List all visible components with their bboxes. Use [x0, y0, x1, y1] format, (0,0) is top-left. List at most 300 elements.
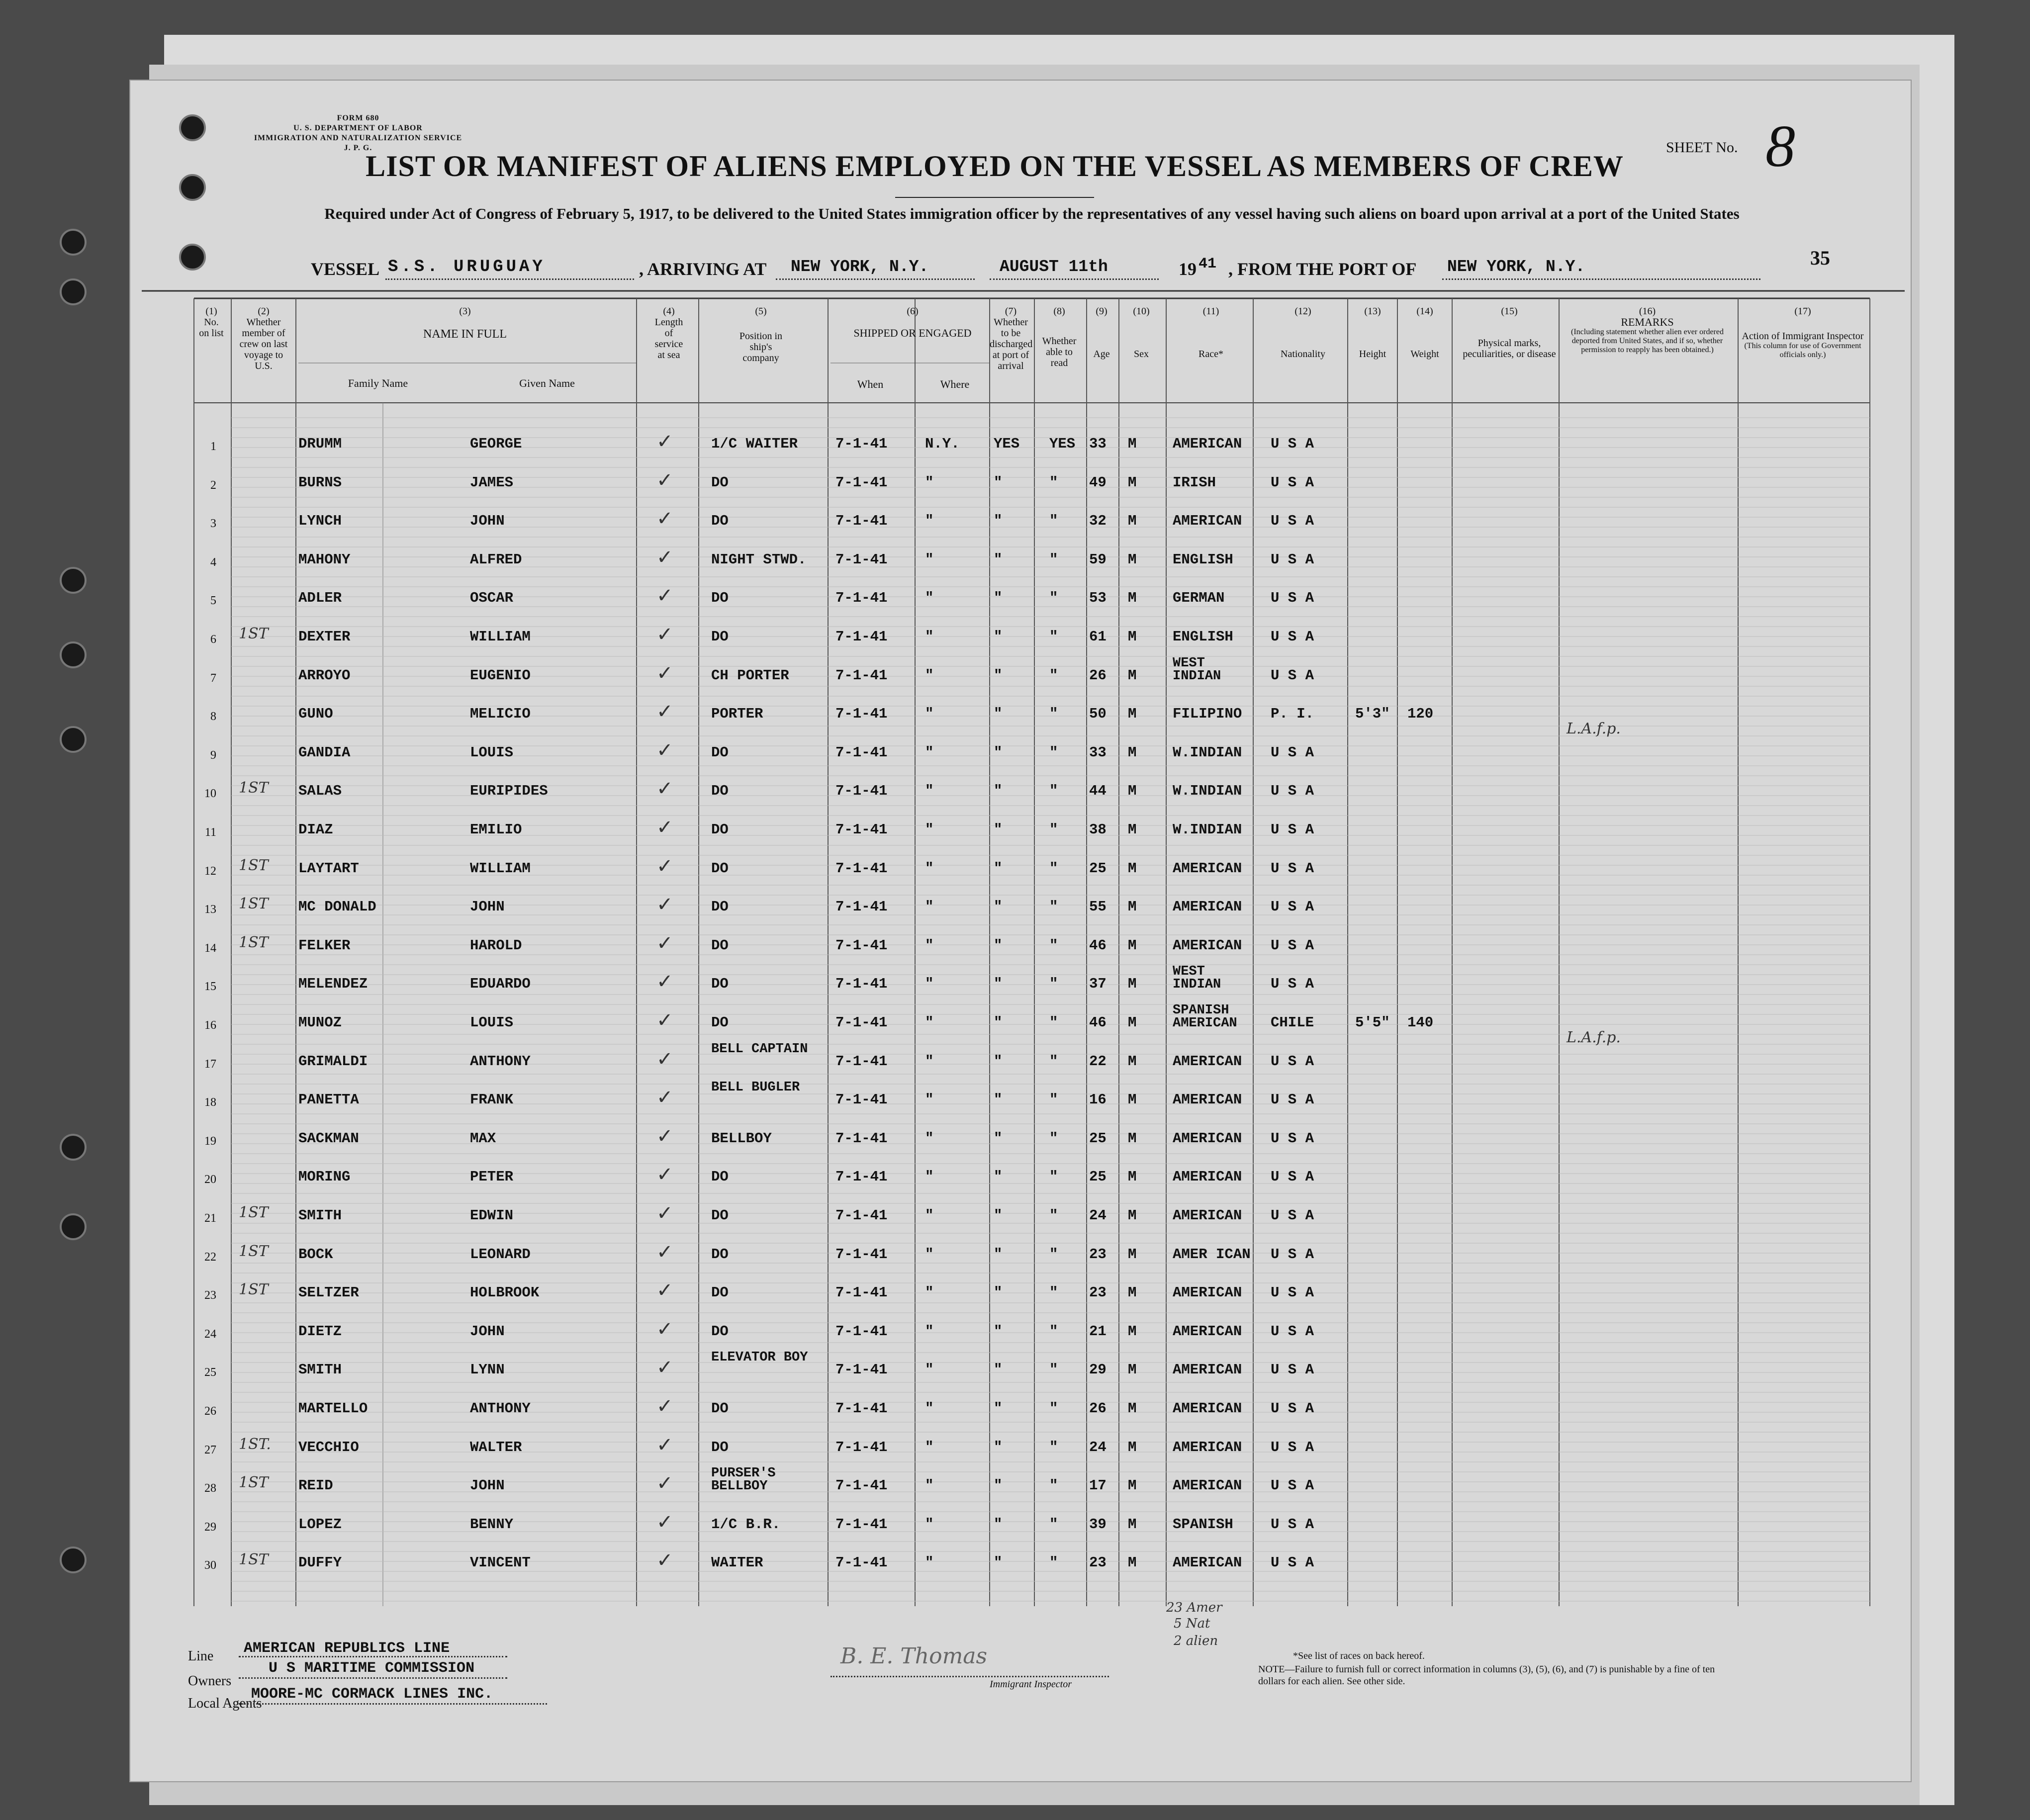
col-8-label: Whether able to read — [1042, 336, 1077, 368]
col-17-label: Action of Immigrant Inspector — [1742, 331, 1864, 342]
cell-nationality: U S A — [1271, 1362, 1314, 1378]
col-16-label: REMARKS — [1621, 316, 1674, 328]
cell-discharged: " — [994, 783, 1003, 800]
cell-where: " — [925, 1323, 934, 1340]
cell-when: 7-1-41 — [835, 937, 888, 954]
cell-race: WEST INDIAN — [1173, 964, 1221, 993]
cell-position: DO — [711, 899, 729, 915]
cell-read: " — [1049, 1477, 1058, 1494]
cell-family: SMITH — [298, 1362, 342, 1378]
cell-position: DO — [711, 1439, 729, 1456]
binder-hole — [60, 278, 87, 305]
cell-given: OSCAR — [470, 590, 514, 607]
cell-age: 16 — [1089, 1092, 1107, 1108]
cell-when: 7-1-41 — [835, 821, 888, 838]
cell-nationality: U S A — [1271, 899, 1314, 915]
row-number: 25 — [204, 1366, 216, 1379]
cell-age: 37 — [1089, 976, 1107, 993]
cell-sex: M — [1128, 1014, 1137, 1031]
cell-given: JOHN — [470, 1477, 505, 1494]
vessel-line — [311, 259, 379, 279]
cell-given: HOLBROOK — [470, 1284, 540, 1301]
cell-discharged: " — [994, 1169, 1003, 1185]
cell-when: 7-1-41 — [835, 1246, 888, 1263]
cell-sex: M — [1128, 1284, 1137, 1301]
cell-when: 7-1-41 — [835, 706, 888, 723]
cell-when: 7-1-41 — [835, 513, 888, 530]
cell-given: EMILIO — [470, 821, 522, 838]
cell-family: MELENDEZ — [298, 976, 368, 993]
cell-sex: M — [1128, 1130, 1137, 1147]
col-6a-header: When — [857, 378, 884, 390]
cell-discharged: " — [994, 976, 1003, 993]
col-6-num: (6) — [907, 306, 919, 317]
cell-nationality: U S A — [1271, 1053, 1314, 1070]
cell-read: " — [1049, 937, 1058, 954]
cell-discharged: " — [994, 513, 1003, 530]
cell-sex: M — [1128, 706, 1137, 723]
cell-position: BELL CAPTAIN — [711, 1041, 808, 1057]
cell-sex: M — [1128, 783, 1137, 800]
cell-age: 39 — [1089, 1516, 1107, 1533]
cell-nationality: U S A — [1271, 976, 1314, 993]
crew-last-voyage: 1ST. — [239, 1435, 271, 1453]
cell-family: DIETZ — [298, 1323, 342, 1340]
cell-age: 61 — [1089, 629, 1107, 645]
cell-family: BURNS — [298, 474, 342, 491]
cell-race: AMERICAN — [1173, 860, 1242, 877]
cell-given: EDWIN — [470, 1207, 514, 1224]
row-number: 2 — [210, 478, 216, 492]
sheet-number: 8 — [1765, 113, 1795, 179]
service-check-mark: ✓ — [656, 1202, 673, 1225]
cell-discharged: YES — [994, 436, 1020, 452]
cell-given: WILLIAM — [470, 860, 531, 877]
cell-nationality: U S A — [1271, 937, 1314, 954]
cell-nationality: U S A — [1271, 1130, 1314, 1147]
cell-when: 7-1-41 — [835, 590, 888, 607]
crew-last-voyage: 1ST — [239, 1204, 269, 1221]
cell-discharged: " — [994, 1554, 1003, 1571]
cell-race: AMERICAN — [1173, 1169, 1242, 1185]
service-check-mark: ✓ — [656, 931, 673, 955]
cell-position: DO — [711, 474, 729, 491]
from-port: NEW YORK, N.Y. — [1447, 258, 1585, 276]
cell-nationality: U S A — [1271, 1400, 1314, 1417]
col-14-header — [1400, 306, 1450, 360]
cell-sex: M — [1128, 1207, 1137, 1224]
cell-sex: M — [1128, 1554, 1137, 1571]
service-check-mark: ✓ — [656, 1356, 673, 1379]
cell-read: " — [1049, 899, 1058, 915]
cell-given: LYNN — [470, 1362, 505, 1378]
cell-age: 46 — [1089, 1014, 1107, 1031]
row-number: 28 — [204, 1482, 216, 1495]
cell-read: " — [1049, 667, 1058, 684]
service-check-mark: ✓ — [656, 507, 673, 531]
col-3-header — [298, 306, 632, 340]
cell-nationality: U S A — [1271, 1246, 1314, 1263]
service-check-mark: ✓ — [656, 1549, 673, 1572]
cell-read: " — [1049, 1439, 1058, 1456]
cell-discharged: " — [994, 1130, 1003, 1147]
col-4-num: (4) — [663, 306, 675, 317]
cell-where: " — [925, 1439, 934, 1456]
row-number: 16 — [204, 1019, 216, 1032]
form-code: J. P. G. — [344, 144, 372, 152]
agents-dots — [239, 1703, 547, 1705]
cell-race: AMERICAN — [1173, 1092, 1242, 1108]
cell-read: " — [1049, 1053, 1058, 1070]
service-check-mark: ✓ — [656, 1433, 673, 1456]
cell-where: " — [925, 629, 934, 645]
cell-sex: M — [1128, 821, 1137, 838]
cell-age: 24 — [1089, 1207, 1107, 1224]
cell-age: 22 — [1089, 1053, 1107, 1070]
cell-when: 7-1-41 — [835, 1169, 888, 1185]
cell-discharged: " — [994, 744, 1003, 761]
col-2-label: Whether member of crew on last voyage to U.S. — [239, 317, 288, 371]
service-check-mark: ✓ — [656, 1009, 673, 1032]
cell-position: DO — [711, 821, 729, 838]
col-16-num: (16) — [1639, 306, 1656, 317]
cell-nationality: U S A — [1271, 1477, 1314, 1494]
cell-where: " — [925, 513, 934, 530]
cell-read: " — [1049, 1207, 1058, 1224]
cell-position: BELL BUGLER — [711, 1080, 800, 1095]
col-10-header — [1121, 306, 1161, 360]
cell-family: DIAZ — [298, 821, 333, 838]
cell-where: " — [925, 976, 934, 993]
cell-sex: M — [1128, 513, 1137, 530]
cell-age: 23 — [1089, 1554, 1107, 1571]
cell-read: " — [1049, 1400, 1058, 1417]
cell-race: AMERICAN — [1173, 1284, 1242, 1301]
cell-race: AMERICAN — [1173, 513, 1242, 530]
col-10-label: Sex — [1134, 349, 1149, 360]
cell-discharged: " — [994, 667, 1003, 684]
row-number: 14 — [204, 941, 216, 955]
cell-height: 5'3" — [1355, 706, 1390, 723]
service-check-mark: ✓ — [656, 1047, 673, 1071]
cell-age: 25 — [1089, 1130, 1107, 1147]
col-2-header — [236, 306, 291, 371]
cell-nationality: U S A — [1271, 1284, 1314, 1301]
col-7-num: (7) — [1005, 306, 1017, 317]
arriving-port: NEW YORK, N.Y. — [791, 258, 929, 276]
cell-discharged: " — [994, 1516, 1003, 1533]
col-12-header — [1258, 306, 1348, 360]
col-11-header — [1169, 306, 1253, 360]
col-6b-header: Where — [940, 378, 970, 390]
cell-discharged: " — [994, 551, 1003, 568]
cell-where: " — [925, 1400, 934, 1417]
cell-sex: M — [1128, 436, 1137, 452]
cell-given: ANTHONY — [470, 1400, 531, 1417]
cell-given: EURIPIDES — [470, 783, 548, 800]
cell-position: DO — [711, 976, 729, 993]
cell-discharged: " — [994, 821, 1003, 838]
col-14-num: (14) — [1416, 306, 1433, 317]
cell-when: 7-1-41 — [835, 1362, 888, 1378]
cell-position: PURSER'S BELLBOY — [711, 1466, 776, 1494]
col-5-header — [701, 306, 821, 364]
crew-last-voyage: 1ST — [239, 1281, 269, 1299]
col-8-num: (8) — [1053, 306, 1065, 317]
cell-given: WILLIAM — [470, 629, 531, 645]
col-9-num: (9) — [1096, 306, 1107, 317]
cell-where: " — [925, 1516, 934, 1533]
cell-position: ELEVATOR BOY — [711, 1350, 808, 1365]
cell-discharged: " — [994, 1207, 1003, 1224]
cell-age: 53 — [1089, 590, 1107, 607]
cell-position: DO — [711, 1284, 729, 1301]
line-dots — [239, 1656, 507, 1657]
cell-where: " — [925, 1246, 934, 1263]
cell-position: DO — [711, 1400, 729, 1417]
cell-family: SMITH — [298, 1207, 342, 1224]
page-subtitle: Required under Act of Congress of February 5, 1917, to be delivered to the United States immigration officer by the representatives of any vessel having such aliens on board upon arrival at a port of the United States — [324, 205, 1740, 222]
cell-position: DO — [711, 1169, 729, 1185]
cell-sex: M — [1128, 1246, 1137, 1263]
service-check-mark: ✓ — [656, 893, 673, 916]
cell-given: FRANK — [470, 1092, 514, 1108]
cell-age: 49 — [1089, 474, 1107, 491]
cell-given: ANTHONY — [470, 1053, 531, 1070]
cell-read: " — [1049, 1092, 1058, 1108]
cell-read: " — [1049, 1323, 1058, 1340]
cell-age: 24 — [1089, 1439, 1107, 1456]
cell-when: 7-1-41 — [835, 1014, 888, 1031]
crew-last-voyage: 1ST — [239, 856, 269, 874]
cell-nationality: U S A — [1271, 783, 1314, 800]
cell-sex: M — [1128, 1477, 1137, 1494]
cell-given: GEORGE — [470, 436, 522, 452]
tally-alien: 2 alien — [1174, 1634, 1218, 1648]
cell-family: BOCK — [298, 1246, 333, 1263]
col-7-label: Whether to be discharged at port of arrival — [990, 317, 1033, 371]
col-11-num: (11) — [1202, 306, 1219, 317]
row-number: 4 — [210, 555, 216, 569]
cell-where: " — [925, 821, 934, 838]
row-number: 1 — [210, 440, 216, 453]
cell-family: LYNCH — [298, 513, 342, 530]
vessel-dots — [385, 278, 634, 280]
page-title: LIST OR MANIFEST OF ALIENS EMPLOYED ON THE VESSEL AS MEMBERS OF CREW — [366, 150, 1624, 182]
cell-when: 7-1-41 — [835, 1284, 888, 1301]
cell-age: 29 — [1089, 1362, 1107, 1378]
row-number: 27 — [204, 1443, 216, 1456]
cell-family: MORING — [298, 1169, 351, 1185]
cell-when: 7-1-41 — [835, 1323, 888, 1340]
from-dots — [1442, 278, 1760, 280]
cell-when: 7-1-41 — [835, 744, 888, 761]
cell-family: MARTELLO — [298, 1400, 368, 1417]
col-15-header — [1460, 306, 1559, 360]
cell-read: " — [1049, 744, 1058, 761]
cell-race: SPANISH AMERICAN — [1173, 1003, 1237, 1031]
cell-discharged: " — [994, 629, 1003, 645]
sheet-number-label: SHEET No. — [1666, 139, 1738, 156]
service-check-mark: ✓ — [656, 1086, 673, 1109]
cell-age: 46 — [1089, 937, 1107, 954]
cell-sex: M — [1128, 667, 1137, 684]
cell-nationality: CHILE — [1271, 1014, 1314, 1031]
cell-when: 7-1-41 — [835, 436, 888, 452]
cell-family: LOPEZ — [298, 1516, 342, 1533]
cell-read: " — [1049, 706, 1058, 723]
cell-read: " — [1049, 1246, 1058, 1263]
cell-family: SACKMAN — [298, 1130, 359, 1147]
cell-race: WEST INDIAN — [1173, 655, 1221, 684]
cell-discharged: " — [994, 1014, 1003, 1031]
col-4-label: Length of service at sea — [654, 317, 683, 361]
cell-age: 33 — [1089, 436, 1107, 452]
agents-value: MOORE-MC CORMACK LINES INC. — [251, 1686, 493, 1703]
cell-nationality: U S A — [1271, 1323, 1314, 1340]
cell-family: SELTZER — [298, 1284, 359, 1301]
cell-age: 26 — [1089, 667, 1107, 684]
cell-sex: M — [1128, 1092, 1137, 1108]
cell-weight: 140 — [1407, 1014, 1434, 1031]
cell-race: AMERICAN — [1173, 1130, 1242, 1147]
cell-race: SPANISH — [1173, 1516, 1233, 1533]
crew-last-voyage: 1ST — [239, 625, 269, 642]
cell-read: " — [1049, 590, 1058, 607]
row-number: 29 — [204, 1520, 216, 1534]
cell-where: " — [925, 1092, 934, 1108]
cell-age: 32 — [1089, 513, 1107, 530]
col-9-header — [1087, 306, 1116, 360]
cell-age: 25 — [1089, 860, 1107, 877]
cell-when: 7-1-41 — [835, 1516, 888, 1533]
cell-given: EUGENIO — [470, 667, 531, 684]
cell-when: 7-1-41 — [835, 1477, 888, 1494]
cell-nationality: U S A — [1271, 1439, 1314, 1456]
cell-family: MC DONALD — [298, 899, 376, 915]
cell-family: VECCHIO — [298, 1439, 359, 1456]
col-11-label: Race* — [1199, 349, 1223, 360]
row-number: 7 — [210, 671, 216, 685]
cell-given: JOHN — [470, 1323, 505, 1340]
binder-hole — [179, 244, 206, 271]
cell-read: " — [1049, 821, 1058, 838]
cell-family: LAYTART — [298, 860, 359, 877]
cell-nationality: U S A — [1271, 667, 1314, 684]
service-check-mark: ✓ — [656, 661, 673, 685]
cell-where: " — [925, 899, 934, 915]
row-number: 15 — [204, 980, 216, 994]
cell-where: " — [925, 667, 934, 684]
row-number: 10 — [204, 787, 216, 801]
col-4-header — [642, 306, 696, 361]
row-number: 8 — [210, 710, 216, 724]
row-number: 11 — [204, 826, 216, 839]
line-label: Line — [188, 1648, 214, 1664]
stamp-number: 35 — [1810, 247, 1830, 269]
cell-age: 25 — [1089, 1169, 1107, 1185]
service-check-mark: ✓ — [656, 546, 673, 569]
cell-sex: M — [1128, 1362, 1137, 1378]
races-note: *See list of races on back hereof. — [1293, 1650, 1425, 1661]
binder-hole — [60, 1547, 87, 1573]
cell-family: REID — [298, 1477, 333, 1494]
crew-last-voyage: 1ST — [239, 779, 269, 797]
cell-age: 26 — [1089, 1400, 1107, 1417]
cell-position: DO — [711, 937, 729, 954]
owners-dots — [239, 1677, 507, 1679]
cell-position: DO — [711, 783, 729, 800]
col-1-num: (1) — [205, 306, 217, 317]
row-number: 20 — [204, 1173, 216, 1186]
owners-value: U S MARITIME COMMISSION — [269, 1660, 475, 1677]
agents-label: Local Agents — [188, 1696, 262, 1711]
cell-family: FELKER — [298, 937, 351, 954]
arrival-date: AUGUST 11th — [1000, 258, 1108, 276]
cell-nationality: U S A — [1271, 474, 1314, 491]
inspector-signature: B. E. Thomas — [840, 1643, 988, 1669]
col-6-header — [830, 306, 995, 339]
owners-label: Owners — [188, 1673, 232, 1689]
arriving-dots — [776, 278, 975, 280]
cell-position: WAITER — [711, 1554, 763, 1571]
cell-given: WALTER — [470, 1439, 522, 1456]
cell-read: " — [1049, 1554, 1058, 1571]
cell-sex: M — [1128, 899, 1137, 915]
col-16-header — [1562, 306, 1733, 355]
col-12-num: (12) — [1294, 306, 1311, 317]
cell-race: AMERICAN — [1173, 1400, 1242, 1417]
cell-race: AMERICAN — [1173, 436, 1242, 452]
cell-family: MAHONY — [298, 551, 351, 568]
binder-hole — [60, 567, 87, 594]
binder-hole — [60, 1134, 87, 1161]
cell-where: " — [925, 1207, 934, 1224]
cell-race: AMERICAN — [1173, 1053, 1242, 1070]
form-number: FORM 680 — [337, 114, 379, 122]
service-check-mark: ✓ — [656, 700, 673, 724]
cell-discharged: " — [994, 1323, 1003, 1340]
cell-race: AMERICAN — [1173, 1323, 1242, 1340]
col-7-header — [990, 306, 1032, 371]
cell-nationality: U S A — [1271, 629, 1314, 645]
cell-position: DO — [711, 590, 729, 607]
cell-sex: M — [1128, 860, 1137, 877]
col-1-label: No. on list — [199, 317, 224, 339]
cell-race: AMERICAN — [1173, 1439, 1242, 1456]
col-8-header — [1034, 306, 1084, 368]
cell-race: AMERICAN — [1173, 1362, 1242, 1378]
date-dots — [990, 278, 1159, 280]
cell-nationality: U S A — [1271, 436, 1314, 452]
binder-hole — [179, 114, 206, 141]
col-15-label: Physical marks, peculiarities, or disease — [1463, 338, 1556, 360]
cell-family: GUNO — [298, 706, 333, 723]
arriving-label: , ARRIVING AT — [639, 259, 767, 279]
cell-position: DO — [711, 1207, 729, 1224]
cell-nationality: U S A — [1271, 1169, 1314, 1185]
cell-read: " — [1049, 474, 1058, 491]
cell-position: DO — [711, 1014, 729, 1031]
cell-race: AMERICAN — [1173, 1207, 1242, 1224]
cell-sex: M — [1128, 1323, 1137, 1340]
cell-where: " — [925, 1169, 934, 1185]
cell-where: " — [925, 1014, 934, 1031]
cell-given: HAROLD — [470, 937, 522, 954]
cell-position: 1/C B.R. — [711, 1516, 781, 1533]
cell-family: GANDIA — [298, 744, 351, 761]
cell-when: 7-1-41 — [835, 1130, 888, 1147]
